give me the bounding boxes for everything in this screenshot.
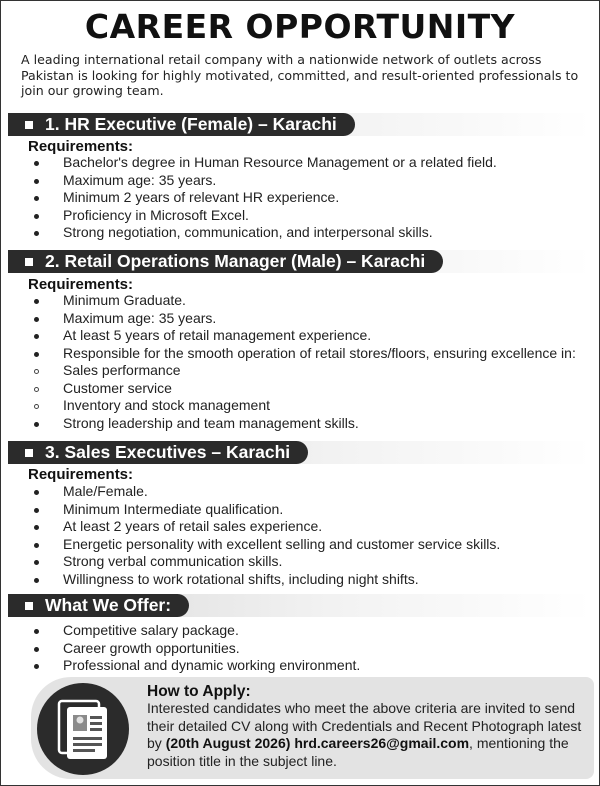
list-item-text: Sales performance bbox=[63, 362, 181, 378]
intro-paragraph: A leading international retail company with a nationwide network of outlets across Pakistan is looking for highly motivated, committed, and result-oriented professionals to join our growing team. bbox=[21, 52, 579, 98]
list-item-text: Inventory and stock management bbox=[63, 397, 271, 413]
white-square-icon bbox=[25, 449, 33, 457]
section-title: What We Offer: bbox=[45, 595, 172, 615]
list-item-text: Male/Female. bbox=[63, 483, 148, 499]
bullet-icon bbox=[34, 352, 39, 357]
how-to-apply-text bbox=[147, 700, 587, 770]
list-item-text: Professional and dynamic working environment. bbox=[63, 657, 361, 673]
bullet-icon bbox=[34, 422, 39, 427]
white-square-icon bbox=[25, 121, 33, 129]
apply-text-part-2: , mentioning the position title in the subject line. bbox=[147, 735, 569, 769]
section-header-sales-executives bbox=[8, 441, 592, 464]
list-item-text: Strong negotiation, communication, and interpersonal skills. bbox=[63, 224, 433, 240]
ad-title: CAREER OPPORTUNITY bbox=[84, 7, 516, 46]
requirements-list bbox=[1, 154, 581, 242]
list-item-text: Energetic personality with excellent selling and customer service skills. bbox=[63, 535, 501, 552]
section-title: 2. Retail Operations Manager (Male) – Karachi bbox=[45, 251, 426, 271]
requirements-label: Requirements: bbox=[28, 466, 134, 483]
list-item bbox=[1, 380, 581, 398]
bullet-icon bbox=[34, 334, 39, 339]
list-item bbox=[1, 536, 581, 554]
requirements-label: Requirements: bbox=[28, 138, 134, 155]
list-item-text: Minimum 2 years of relevant HR experience. bbox=[63, 189, 340, 205]
list-item bbox=[1, 397, 581, 415]
white-square-icon bbox=[25, 602, 33, 610]
bullet-icon bbox=[34, 196, 39, 201]
list-item-text: At least 5 years of retail management experience. bbox=[63, 327, 372, 343]
list-item bbox=[1, 657, 581, 675]
bullet-icon bbox=[34, 214, 39, 219]
bullet-icon bbox=[34, 629, 39, 634]
bullet-icon bbox=[34, 508, 39, 513]
list-item bbox=[1, 207, 581, 225]
white-square-icon bbox=[25, 258, 33, 266]
list-item-text: Responsible for the smooth operation of retail stores/floors, ensuring excellence in: bbox=[63, 344, 576, 361]
bullet-icon bbox=[34, 525, 39, 530]
section-header-what-we-offer bbox=[8, 594, 592, 617]
list-item-text: Maximum age: 35 years. bbox=[63, 171, 217, 188]
list-item bbox=[1, 501, 581, 519]
list-item bbox=[1, 310, 581, 328]
bullet-icon bbox=[34, 664, 39, 669]
list-item bbox=[1, 189, 581, 207]
list-item bbox=[1, 640, 581, 658]
list-item-text: Willingness to work rotational shifts, including night shifts. bbox=[63, 570, 419, 587]
list-item-text: Strong leadership and team management skills. bbox=[63, 414, 359, 431]
list-item-text: Career growth opportunities. bbox=[63, 639, 240, 656]
list-item bbox=[1, 415, 581, 433]
list-item-text: Strong verbal communication skills. bbox=[63, 553, 283, 569]
bullet-icon bbox=[34, 299, 39, 304]
hollow-bullet-icon bbox=[34, 369, 39, 374]
bullet-icon bbox=[34, 231, 39, 236]
list-item-text: At least 2 years of retail sales experience. bbox=[63, 518, 323, 534]
offer-list bbox=[1, 622, 581, 675]
list-item bbox=[1, 622, 581, 640]
section-header-hr-executive bbox=[8, 113, 592, 136]
bullet-icon bbox=[34, 179, 39, 184]
list-item bbox=[1, 172, 581, 190]
list-item-text: Customer service bbox=[63, 379, 172, 396]
list-item-text: Bachelor's degree in Human Resource Management or a related field. bbox=[63, 154, 497, 170]
section-header-retail-ops-manager bbox=[8, 250, 592, 273]
list-item-text: Competitive salary package. bbox=[63, 622, 239, 638]
section-title: 1. HR Executive (Female) – Karachi bbox=[45, 114, 337, 134]
apply-email[interactable]: hrd.careers26@gmail.com bbox=[294, 735, 470, 751]
list-item-text: Minimum Intermediate qualification. bbox=[63, 500, 284, 517]
list-item-text: Maximum age: 35 years. bbox=[63, 309, 217, 326]
bullet-icon bbox=[34, 543, 39, 548]
list-item bbox=[1, 571, 581, 589]
list-item bbox=[1, 483, 581, 501]
list-item bbox=[1, 154, 581, 172]
hollow-bullet-icon bbox=[34, 387, 39, 392]
requirements-list bbox=[1, 292, 581, 432]
cv-document-icon bbox=[37, 683, 129, 775]
list-item-text: Minimum Graduate. bbox=[63, 292, 186, 308]
list-item bbox=[1, 518, 581, 536]
bullet-icon bbox=[34, 161, 39, 166]
list-item-text: Proficiency in Microsoft Excel. bbox=[63, 206, 249, 223]
bullet-icon bbox=[34, 490, 39, 495]
hollow-bullet-icon bbox=[34, 404, 39, 409]
list-item bbox=[1, 362, 581, 380]
list-item bbox=[1, 327, 581, 345]
list-item bbox=[1, 292, 581, 310]
apply-deadline: (20th August 2026) bbox=[165, 735, 291, 751]
apply-text-part-1: Interested candidates who meet the above criteria are invited to send their detailed CV along with Credentials and Recent Photograph latest by bbox=[147, 700, 582, 751]
list-item bbox=[1, 553, 581, 571]
how-to-apply-heading: How to Apply: bbox=[147, 683, 251, 700]
requirements-label: Requirements: bbox=[28, 276, 134, 293]
requirements-list bbox=[1, 483, 581, 588]
list-item bbox=[1, 345, 581, 363]
bullet-icon bbox=[34, 647, 39, 652]
bullet-icon bbox=[34, 560, 39, 565]
bullet-icon bbox=[34, 317, 39, 322]
section-title: 3. Sales Executives – Karachi bbox=[45, 442, 291, 462]
list-item bbox=[1, 224, 581, 242]
bullet-icon bbox=[34, 578, 39, 583]
